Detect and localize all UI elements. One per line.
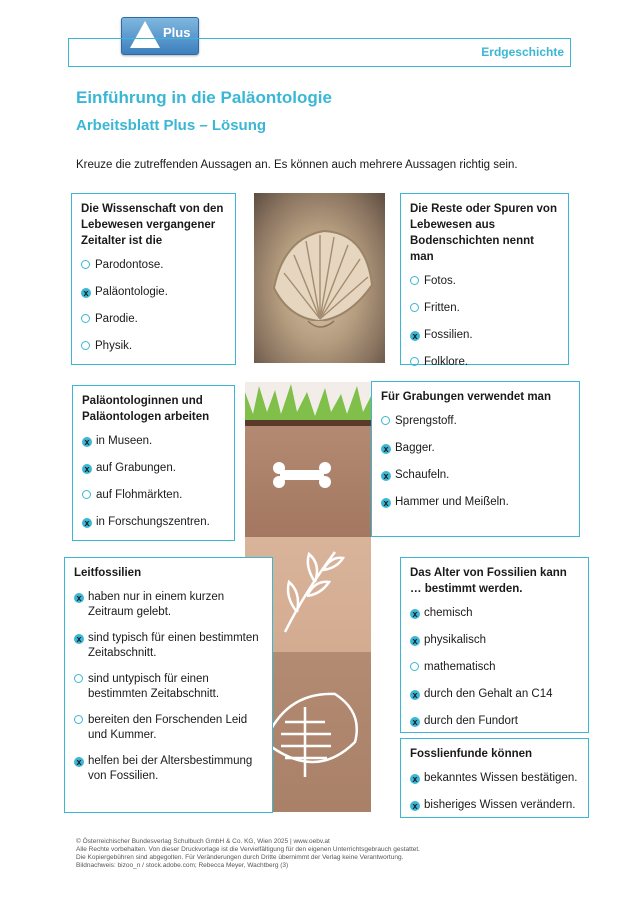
page-subtitle: Arbeitsblatt Plus – Lösung [76,117,267,134]
option-label: bekanntes Wissen bestätigen. [424,772,578,784]
checked-circle-icon[interactable]: x [381,498,391,508]
option-item[interactable] [410,798,579,814]
question-text: Paläontologinnen und Paläontologen arbeiten [82,395,210,423]
checked-circle-icon[interactable]: x [82,518,92,528]
option-label: mathematisch [424,661,496,673]
checked-circle-icon[interactable]: x [410,331,420,341]
option-item[interactable] [381,468,570,484]
option-label: sind untypisch für einen bestimmten Zeitabschnitt. [88,673,220,700]
option-label: Fossilien. [424,329,473,341]
option-item[interactable] [82,515,225,531]
footer-line: Bildnachweis: bizoo_n / stock.adobe.com; Rebecca Meyer, Wachtberg (3) [76,862,289,869]
leaf-fossil-icon [285,552,343,632]
question-box-tools [371,381,580,537]
option-label: haben nur in einem kurzen Zeitraum gelebt. [88,591,225,618]
checked-circle-icon[interactable]: x [82,464,92,474]
option-item[interactable] [410,328,559,344]
question-text: Die Reste oder Spuren von Lebewesen aus Bodenschichten nennt man [410,203,557,263]
option-label: chemisch [424,607,473,619]
empty-circle-icon[interactable] [410,276,419,285]
empty-circle-icon[interactable] [410,303,419,312]
option-item[interactable] [74,713,263,743]
checked-circle-icon[interactable]: x [410,636,420,646]
question-box-fossils [400,193,569,368]
empty-circle-icon[interactable] [410,357,419,366]
option-label: Fotos. [424,275,456,287]
header-bar [68,38,571,67]
instruction-text: Kreuze die zutreffenden Aussagen an. Es können auch mehrere Aussagen richtig sein. [76,159,518,171]
empty-circle-icon[interactable] [74,674,83,683]
checked-circle-icon[interactable]: x [410,717,420,727]
footer-line: Alle Rechte vorbehalten. Von dieser Druckvorlage ist die Vervielfältigung für den eigenen Unterrichtsgebrauch gestattet. [76,846,420,853]
option-item[interactable] [74,754,263,784]
option-item[interactable] [410,687,579,703]
fossil-shell-photo [254,193,385,363]
checked-circle-icon[interactable]: x [74,634,84,644]
option-item[interactable] [81,339,226,355]
option-label: Hammer und Meißeln. [395,496,509,508]
question-box-dating [400,557,589,733]
option-item[interactable] [410,633,579,649]
option-label: auf Flohmärkten. [96,489,183,501]
option-label: Parodie. [95,313,138,325]
option-item[interactable] [410,274,559,290]
option-item[interactable] [410,301,559,317]
option-label: Schaufeln. [395,469,450,481]
question-box-science [71,193,236,365]
checked-circle-icon[interactable]: x [381,471,391,481]
option-label: bereiten den Forschenden Leid und Kummer. [88,714,248,741]
option-label: durch den Gehalt an C14 [424,688,553,700]
option-label: Sprengstoff. [395,415,457,427]
option-item[interactable] [74,590,263,620]
empty-circle-icon[interactable] [82,490,91,499]
option-label: in Forschungszentren. [96,516,210,528]
empty-circle-icon[interactable] [381,416,390,425]
bone-icon [273,462,331,488]
option-label: Physik. [95,340,133,352]
checked-circle-icon[interactable]: x [410,774,420,784]
option-label: helfen bei der Altersbestimmung von Fossilien. [88,755,253,782]
empty-circle-icon[interactable] [81,260,90,269]
checked-circle-icon[interactable]: x [81,288,91,298]
question-box-index-fossils [64,557,273,813]
option-label: durch den Fundort [424,715,518,727]
question-text: Die Wissenschaft von den Lebewesen vergangener Zeitalter ist die [81,203,224,247]
checked-circle-icon[interactable]: x [410,801,420,811]
option-item[interactable] [410,714,579,730]
option-label: Paläontologie. [95,286,168,298]
option-item[interactable] [410,606,579,622]
option-item[interactable] [410,660,579,676]
topic-label: Erdgeschichte [481,45,564,59]
option-label: in Museen. [96,435,153,447]
footer-line: © Österreichischer Bundesverlag Schulbuch GmbH & Co. KG, Wien 2025 | www.oebv.at [76,838,330,845]
footer [76,838,420,870]
option-item[interactable] [81,285,226,301]
option-item[interactable] [82,461,225,477]
option-label: sind typisch für einen bestimmten Zeitabschnitt. [88,632,259,659]
checked-circle-icon[interactable]: x [74,757,84,767]
question-text: Das Alter von Fossilien kann … bestimmt werden. [410,567,567,595]
option-item[interactable] [381,414,570,430]
checked-circle-icon[interactable]: x [410,609,420,619]
option-label: Folklore. [424,356,469,368]
question-box-workplaces [72,385,235,541]
empty-circle-icon[interactable] [81,341,90,350]
empty-circle-icon[interactable] [74,715,83,724]
checked-circle-icon[interactable]: x [82,437,92,447]
option-item[interactable] [82,434,225,450]
option-item[interactable] [74,672,263,702]
option-label: Parodontose. [95,259,164,271]
option-label: Bagger. [395,442,435,454]
checked-circle-icon[interactable]: x [410,690,420,700]
question-text: Für Grabungen verwendet man [381,391,551,403]
footer-line: Die Kopiergebühren sind abgegolten. Für Veränderungen durch Dritte übernimmt der Verlag keine Verantwortung. [76,854,404,861]
option-label: Fritten. [424,302,460,314]
question-box-findings [400,738,589,818]
option-item[interactable] [410,771,579,787]
page-title: Einführung in die Paläontologie [76,88,332,107]
option-item[interactable] [81,312,226,328]
checked-circle-icon[interactable]: x [381,444,391,454]
checked-circle-icon[interactable]: x [74,593,84,603]
option-label: bisheriges Wissen verändern. [424,799,576,811]
option-item[interactable] [74,631,263,661]
option-item[interactable] [381,441,570,457]
logo-text: Plus [163,25,191,40]
option-label: physikalisch [424,634,486,646]
option-item[interactable] [82,488,225,504]
question-text: Leitfossilien [74,567,142,579]
option-item[interactable] [381,495,570,511]
empty-circle-icon[interactable] [81,314,90,323]
option-label: auf Grabungen. [96,462,176,474]
option-item[interactable] [81,258,226,274]
question-text: Fosslienfunde können [410,748,533,760]
empty-circle-icon[interactable] [410,662,419,671]
trilobite-icon [265,694,357,777]
option-item[interactable] [410,355,559,371]
